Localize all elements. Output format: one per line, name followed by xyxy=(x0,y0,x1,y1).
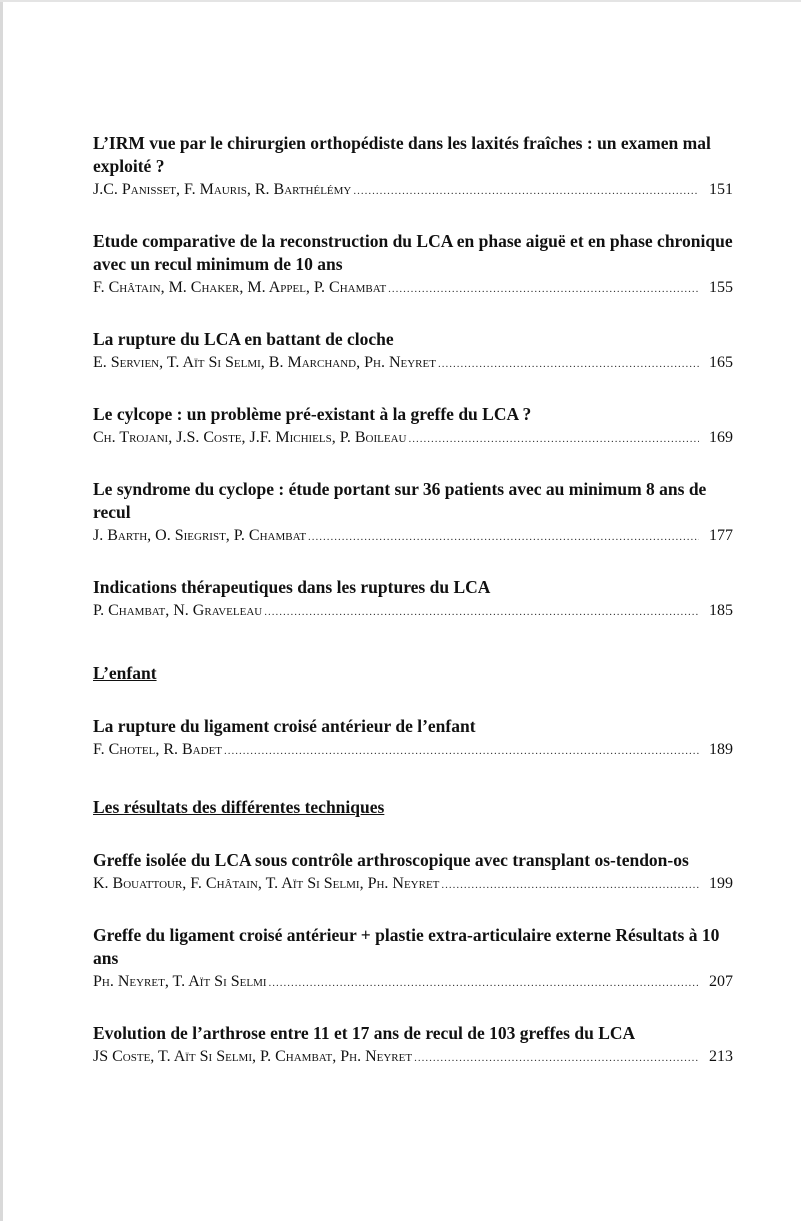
entry-byline xyxy=(93,351,733,376)
entry-title: La rupture du ligament croisé antérieur de l’enfant xyxy=(93,716,476,736)
entry-authors: F. Chotel, R. Badet xyxy=(93,741,223,758)
section-heading-resultats: Les résultats des différentes techniques xyxy=(93,797,385,817)
entry-byline xyxy=(93,426,733,451)
entry-byline xyxy=(93,1045,733,1070)
entry-byline xyxy=(93,738,733,763)
toc-entry[interactable] xyxy=(93,924,733,995)
entry-authors: E. Servien, T. Aït Si Selmi, B. Marchand, Ph. Neyret xyxy=(93,354,436,371)
dot-leader xyxy=(264,601,699,624)
entry-authors: K. Bouattour, F. Châtain, T. Aït Si Selmi, Ph. Neyret xyxy=(93,875,440,892)
entry-authors: P. Chambat, N. Graveleau xyxy=(93,602,263,619)
dot-leader xyxy=(438,353,699,376)
entry-title: La rupture du LCA en battant de cloche xyxy=(93,329,394,349)
entry-page-number: 189 xyxy=(709,741,733,758)
dot-leader xyxy=(414,1047,699,1070)
entry-title: L’IRM vue par le chirurgien orthopédiste dans les laxités fraîches : un examen mal exploité ? xyxy=(93,133,711,176)
toc-entry[interactable] xyxy=(93,478,733,549)
entry-byline xyxy=(93,599,733,624)
dot-leader xyxy=(224,740,699,763)
dot-leader xyxy=(353,180,699,203)
toc-entry[interactable] xyxy=(93,403,733,451)
entry-byline xyxy=(93,524,733,549)
entry-authors: J. Barth, O. Siegrist, P. Chambat xyxy=(93,527,307,544)
entry-byline xyxy=(93,872,733,897)
entry-page-number: 155 xyxy=(709,279,733,296)
toc-entry[interactable] xyxy=(93,576,733,624)
entry-page-number: 165 xyxy=(709,354,733,371)
dot-leader xyxy=(441,874,699,897)
entry-page-number: 151 xyxy=(709,181,733,198)
toc-entry[interactable] xyxy=(93,715,733,763)
entry-page-number: 169 xyxy=(709,429,733,446)
entry-page-number: 213 xyxy=(709,1048,733,1065)
scan-left-edge xyxy=(0,0,3,1221)
entry-byline xyxy=(93,276,733,301)
entry-title: Etude comparative de la reconstruction du LCA en phase aiguë et en phase chronique avec un recul minimum de 10 ans xyxy=(93,231,733,274)
toc-entry[interactable] xyxy=(93,328,733,376)
scan-top-edge xyxy=(0,0,801,2)
entry-title: Le cylcope : un problème pré-existant à la greffe du LCA ? xyxy=(93,404,532,424)
dot-leader xyxy=(308,526,699,549)
dot-leader xyxy=(408,428,699,451)
dot-leader xyxy=(269,972,699,995)
entry-title: Greffe du ligament croisé antérieur + plastie extra-articulaire externe Résultats à 10 ans xyxy=(93,925,720,968)
section-heading-enfant: L’enfant xyxy=(93,663,157,683)
toc-entry[interactable] xyxy=(93,132,733,203)
entry-page-number: 199 xyxy=(709,875,733,892)
entry-authors: Ch. Trojani, J.S. Coste, J.F. Michiels, P. Boileau xyxy=(93,429,407,446)
toc-entry[interactable] xyxy=(93,230,733,301)
table-of-contents xyxy=(93,132,733,1070)
entry-title: Indications thérapeutiques dans les ruptures du LCA xyxy=(93,577,491,597)
toc-entry[interactable] xyxy=(93,849,733,897)
entry-byline xyxy=(93,178,733,203)
entry-authors: JS Coste, T. Aït Si Selmi, P. Chambat, Ph. Neyret xyxy=(93,1048,413,1065)
entry-byline xyxy=(93,970,733,995)
entry-title: Le syndrome du cyclope : étude portant sur 36 patients avec au minimum 8 ans de recul xyxy=(93,479,707,522)
toc-entry[interactable] xyxy=(93,1022,733,1070)
entry-title: Greffe isolée du LCA sous contrôle arthroscopique avec transplant os-tendon-os xyxy=(93,850,689,870)
entry-authors: F. Châtain, M. Chaker, M. Appel, P. Chambat xyxy=(93,279,387,296)
entry-title: Evolution de l’arthrose entre 11 et 17 ans de recul de 103 greffes du LCA xyxy=(93,1023,636,1043)
entry-authors: J.C. Panisset, F. Mauris, R. Barthélémy xyxy=(93,181,352,198)
entry-page-number: 185 xyxy=(709,602,733,619)
dot-leader xyxy=(388,278,699,301)
entry-page-number: 177 xyxy=(709,527,733,544)
entry-page-number: 207 xyxy=(709,973,733,990)
entry-authors: Ph. Neyret, T. Aït Si Selmi xyxy=(93,973,267,990)
